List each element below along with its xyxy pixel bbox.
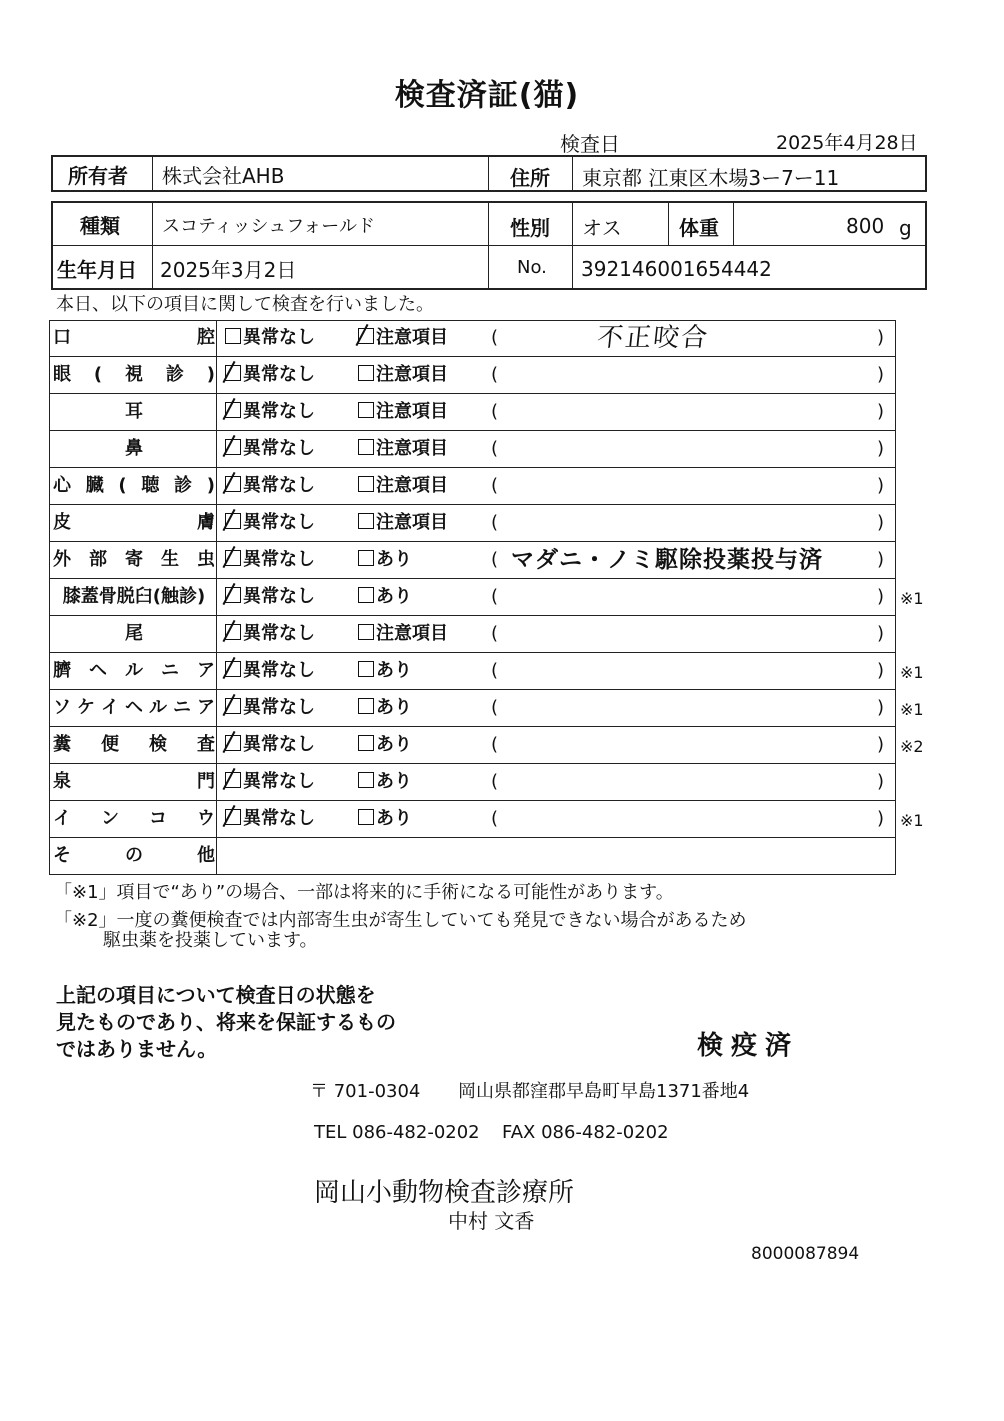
checkbox-attention[interactable] [358, 402, 374, 418]
option-attention-label: 注意項目 [376, 623, 448, 644]
paren-close: ) [877, 401, 885, 422]
checkbox-normal[interactable] [225, 661, 241, 677]
option-normal[interactable] [225, 320, 315, 357]
paren-open: ( [491, 438, 499, 459]
option-attention-label: あり [376, 734, 412, 755]
inspection-item-label: 耳 [125, 401, 143, 422]
paren-open: ( [491, 660, 499, 681]
option-attention[interactable] [358, 505, 448, 542]
option-attention-label: 注意項目 [376, 364, 448, 385]
checkbox-normal[interactable] [225, 735, 241, 751]
inspection-row [49, 727, 896, 764]
weight-value: 800 [846, 214, 885, 238]
option-normal[interactable] [225, 542, 315, 579]
option-attention-label: 注意項目 [376, 512, 448, 533]
option-normal[interactable] [225, 653, 315, 690]
option-attention[interactable] [358, 653, 412, 690]
inspection-item-label: 口 腔 [53, 327, 215, 348]
option-attention-label: あり [376, 586, 412, 607]
option-attention-label: あり [376, 549, 412, 570]
option-attention[interactable] [358, 357, 448, 394]
paren-close: ) [877, 512, 885, 533]
quarantine-stamp: 検疫済 [697, 1031, 800, 1061]
sex-value: オス [582, 216, 622, 240]
checkbox-attention[interactable] [358, 624, 374, 640]
paren-close: ) [877, 438, 885, 459]
option-normal-label: 異常なし [243, 586, 315, 607]
paren-close: ) [877, 734, 885, 755]
inspection-row [49, 801, 896, 838]
option-attention-label: 注意項目 [376, 327, 448, 348]
inspection-item-label: 眼 ( 視 診 ) [53, 364, 215, 385]
inspection-row [49, 468, 896, 505]
inspection-row [49, 653, 896, 690]
paren-open: ( [491, 364, 499, 385]
option-normal[interactable] [225, 727, 315, 764]
checkbox-attention[interactable] [358, 772, 374, 788]
paren-close: ) [877, 586, 885, 607]
paren-open: ( [491, 808, 499, 829]
footnote-mark: ※1 [900, 663, 924, 682]
option-attention[interactable] [358, 616, 448, 653]
option-attention[interactable] [358, 431, 448, 468]
weight-unit: g [899, 216, 912, 240]
address-label: 住所 [510, 166, 550, 190]
birth-label: 生年月日 [57, 258, 137, 282]
serial-number: 8000087894 [751, 1244, 860, 1264]
inspection-item-label: ソ ケ イ ヘ ル ニ ア [53, 697, 215, 718]
checkbox-attention[interactable] [358, 698, 374, 714]
birth-value: 2025年3月2日 [160, 258, 297, 282]
option-attention-label: 注意項目 [376, 475, 448, 496]
option-normal-label: 異常なし [243, 364, 315, 385]
checkbox-normal[interactable] [225, 476, 241, 492]
no-label: No. [517, 257, 547, 278]
inspection-item-label: 皮 膚 [53, 512, 215, 533]
inspection-row [49, 579, 896, 616]
option-attention-label: あり [376, 808, 412, 829]
paren-open: ( [491, 771, 499, 792]
paren-open: ( [491, 549, 499, 570]
address-value: 東京都 江東区木場3ー7ー11 [582, 166, 840, 190]
inspection-row [49, 320, 896, 357]
option-normal[interactable] [225, 801, 315, 838]
inspection-item-label: 外 部 寄 生 虫 [53, 549, 215, 570]
paren-close: ) [877, 475, 885, 496]
option-attention[interactable] [358, 579, 412, 616]
checkbox-normal[interactable] [225, 328, 241, 344]
checkbox-attention[interactable] [358, 513, 374, 529]
option-normal[interactable] [225, 690, 315, 727]
checkbox-attention[interactable] [358, 476, 374, 492]
paren-close: ) [877, 327, 885, 348]
footnote-mark: ※2 [900, 737, 924, 756]
footnote-mark: ※1 [900, 811, 924, 830]
document-title: 検査済証(猫) [394, 78, 580, 113]
paren-close: ) [877, 808, 885, 829]
inspection-row [49, 616, 896, 653]
option-normal[interactable] [225, 505, 315, 542]
option-attention[interactable] [358, 690, 412, 727]
checkbox-normal[interactable] [225, 809, 241, 825]
checkbox-normal[interactable] [225, 439, 241, 455]
option-normal-label: 異常なし [243, 808, 315, 829]
inspection-row [49, 542, 896, 579]
checkbox-attention[interactable] [358, 550, 374, 566]
inspection-item-label: 泉 門 [53, 771, 215, 792]
inspection-row [49, 505, 896, 542]
disclaimer-line-1: 上記の項目について検査日の状態を [56, 983, 376, 1007]
option-normal-label: 異常なし [243, 623, 315, 644]
footnote-1: 「※1」項目で“あり”の場合、一部は将来的に手術になる可能性があります。 [54, 882, 674, 903]
checkbox-attention[interactable] [358, 439, 374, 455]
doctor-name: 中村 文香 [448, 1209, 535, 1233]
clinic-tel: TEL 086-482-0202 [314, 1122, 480, 1143]
checkbox-attention[interactable] [358, 661, 374, 677]
checkbox-normal[interactable] [225, 772, 241, 788]
option-attention-label: あり [376, 771, 412, 792]
checkbox-attention[interactable] [358, 735, 374, 751]
option-normal[interactable] [225, 468, 315, 505]
breed-label: 種類 [80, 214, 120, 238]
paren-open: ( [491, 697, 499, 718]
option-attention-label: あり [376, 697, 412, 718]
owner-label: 所有者 [68, 164, 128, 188]
option-normal[interactable] [225, 357, 315, 394]
inspection-item-label: 臍 ヘ ル ニ ア [53, 660, 215, 681]
paren-open: ( [491, 734, 499, 755]
breed-value: スコティッシュフォールド [162, 216, 375, 237]
inspection-note: 不正咬合 [595, 323, 711, 353]
inspection-note: マダニ・ノミ駆除投薬投与済 [511, 547, 823, 573]
inspection-row [49, 357, 896, 394]
option-attention[interactable] [358, 727, 412, 764]
inspection-row [49, 394, 896, 431]
no-value: 392146001654442 [581, 257, 772, 281]
option-attention-label: あり [376, 660, 412, 681]
checkbox-normal[interactable] [225, 402, 241, 418]
option-attention[interactable] [358, 468, 448, 505]
inspection-row [49, 690, 896, 727]
option-attention-label: 注意項目 [376, 438, 448, 459]
paren-open: ( [491, 327, 499, 348]
postal-code: 〒 701-0304 [310, 1081, 421, 1102]
inspection-row [49, 764, 896, 801]
checkbox-normal[interactable] [225, 624, 241, 640]
footnote-mark: ※1 [900, 589, 924, 608]
checkbox-normal[interactable] [225, 513, 241, 529]
sex-label: 性別 [510, 216, 550, 240]
footnote-2-line2: 駆虫薬を投薬しています。 [103, 930, 318, 951]
disclaimer-line-3: ではありません。 [56, 1037, 218, 1061]
option-normal[interactable] [225, 431, 315, 468]
paren-open: ( [491, 475, 499, 496]
paren-close: ) [877, 364, 885, 385]
option-normal-label: 異常なし [243, 549, 315, 570]
checkbox-normal[interactable] [225, 698, 241, 714]
paren-close: ) [877, 623, 885, 644]
option-normal-label: 異常なし [243, 697, 315, 718]
footnote-2-line1: 「※2」一度の糞便検査では内部寄生虫が寄生していても発見できない場合があるため [54, 910, 747, 931]
footnote-mark: ※1 [900, 700, 924, 719]
paren-open: ( [491, 401, 499, 422]
checkbox-attention[interactable] [358, 587, 374, 603]
option-normal[interactable] [225, 579, 315, 616]
owner-value: 株式会社AHB [162, 164, 285, 188]
option-normal-label: 異常なし [243, 438, 315, 459]
clinic-fax: FAX 086-482-0202 [502, 1122, 669, 1143]
paren-open: ( [491, 623, 499, 644]
option-normal-label: 異常なし [243, 401, 315, 422]
inspection-row-other [49, 838, 896, 875]
checkbox-normal[interactable] [225, 550, 241, 566]
option-normal-label: 異常なし [243, 512, 315, 533]
option-attention[interactable] [358, 320, 448, 357]
clinic-name: 岡山小動物検査診療所 [314, 1178, 575, 1208]
checkbox-attention[interactable] [358, 328, 374, 344]
exam-date-label: 検査日 [560, 132, 620, 156]
disclaimer-line-2: 見たものであり、将来を保証するもの [56, 1010, 396, 1034]
exam-date-value: 2025年4月28日 [776, 132, 918, 154]
inspection-item-label: そ の 他 [53, 845, 215, 866]
checkbox-attention[interactable] [358, 809, 374, 825]
inspection-item-label: 心 臓 ( 聴 診 ) [53, 475, 215, 496]
checkbox-normal[interactable] [225, 587, 241, 603]
option-normal[interactable] [225, 764, 315, 801]
option-normal-label: 異常なし [243, 660, 315, 681]
option-attention[interactable] [358, 542, 412, 579]
inspection-item-label: 糞 便 検 査 [53, 734, 215, 755]
intro-text: 本日、以下の項目に関して検査を行いました。 [56, 294, 434, 315]
option-normal-label: 異常なし [243, 734, 315, 755]
checkbox-attention[interactable] [358, 365, 374, 381]
paren-close: ) [877, 549, 885, 570]
option-attention-label: 注意項目 [376, 401, 448, 422]
paren-close: ) [877, 697, 885, 718]
paren-close: ) [877, 771, 885, 792]
option-normal-label: 異常なし [243, 475, 315, 496]
paren-close: ) [877, 660, 885, 681]
inspection-row [49, 431, 896, 468]
option-normal[interactable] [225, 616, 315, 653]
option-attention[interactable] [358, 764, 412, 801]
checkbox-normal[interactable] [225, 365, 241, 381]
option-attention[interactable] [358, 801, 412, 838]
paren-open: ( [491, 586, 499, 607]
inspection-item-label: 尾 [125, 623, 143, 644]
option-normal[interactable] [225, 394, 315, 431]
option-normal-label: 異常なし [243, 771, 315, 792]
inspection-item-label: イ ン コ ウ [53, 808, 215, 829]
paren-open: ( [491, 512, 499, 533]
clinic-address: 岡山県都窪郡早島町早島1371番地4 [458, 1081, 750, 1102]
inspection-item-label: 膝蓋骨脱臼(触診) [62, 586, 206, 607]
inspection-item-label: 鼻 [125, 438, 143, 459]
option-normal-label: 異常なし [243, 327, 315, 348]
weight-label: 体重 [679, 216, 719, 240]
option-attention[interactable] [358, 394, 448, 431]
